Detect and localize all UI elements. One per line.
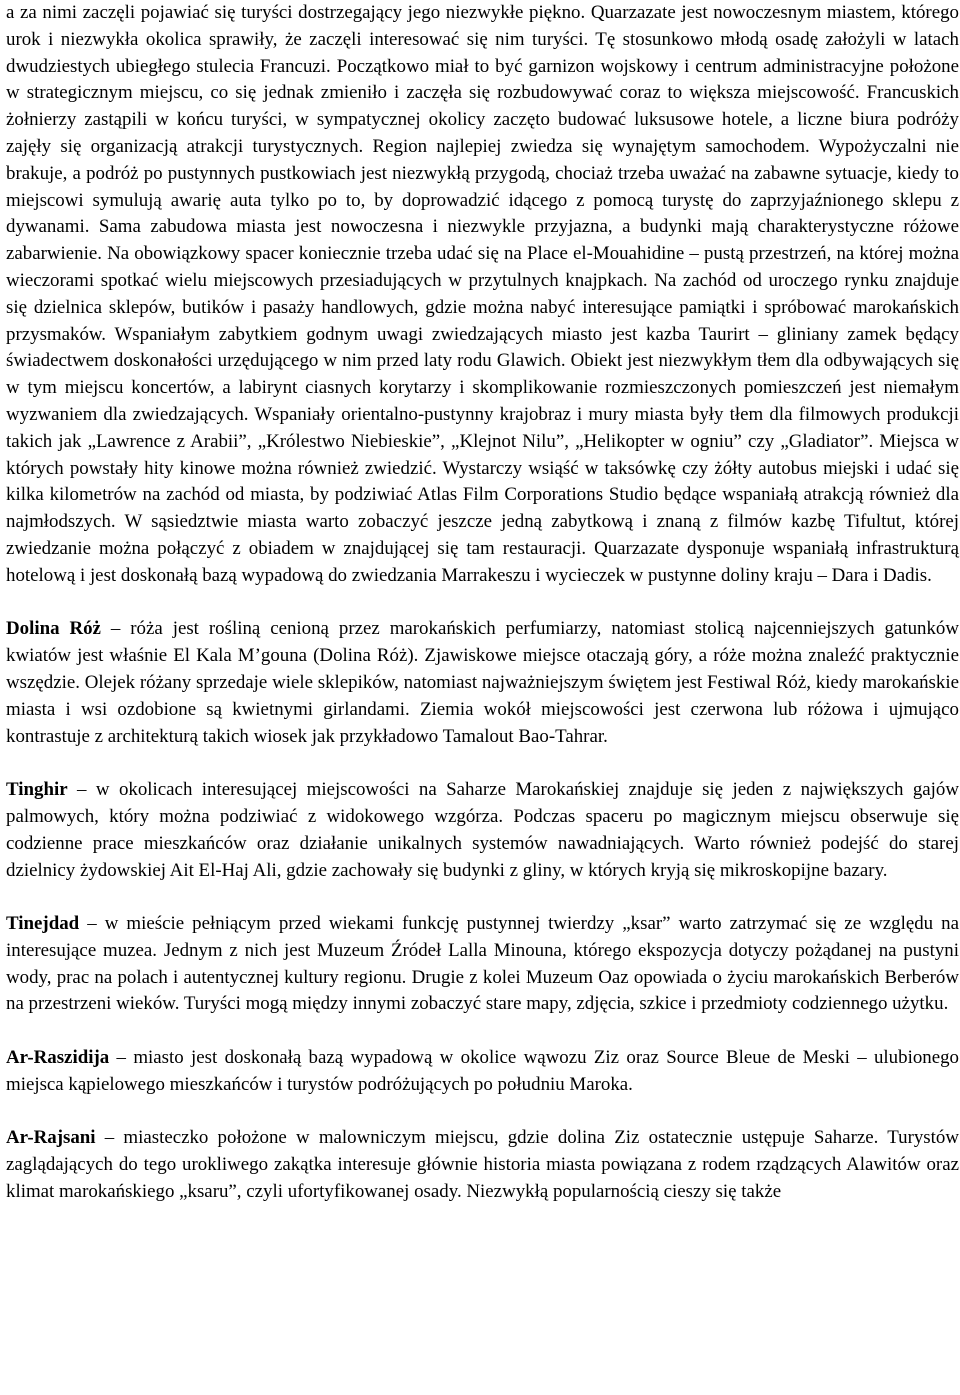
document-page (6, 0, 959, 1206)
paragraph-text: – miasto jest doskonałą bazą wypadową w okolice wąwozu Ziz oraz Source Bleue de Meski – ulubionego miejsca kąpielowego mieszkańców i turystów podróżujących po południu Maroka. (6, 1047, 959, 1095)
paragraph-term: Ar-Rajsani (6, 1127, 96, 1149)
paragraph-term: Dolina Róż (6, 618, 101, 640)
paragraph-tinghir (6, 777, 959, 884)
paragraph-text: – miasteczko położone w malowniczym miejscu, gdzie dolina Ziz ostatecznie ustępuje Saharze. Turystów zaglądających do tego urokliwego zakątka interesuje głównie historia miasta powiązana z rodem rządzących Alawitów oraz klimat marokańskiego „ksaru”, czyli ufortyfikowanej osady. Niezwykłą popularnością cieszy się także (6, 1127, 959, 1203)
paragraph-quarzazate (6, 0, 959, 590)
paragraph-dolina-roz (6, 616, 959, 750)
paragraph-term: Ar-Raszidija (6, 1047, 110, 1069)
paragraph-ar-raszidija (6, 1045, 959, 1099)
paragraph-term: Tinghir (6, 779, 68, 801)
paragraph-ar-rajsani (6, 1125, 959, 1205)
paragraph-text: a za nimi zaczęli pojawiać się turyści dostrzegający jego niezwykłe piękno. Quarzazate jest nowoczesnym miastem, którego urok i niezwykła okolica sprawiły, że zaczęli interesować się nim turyści. Tę stosunkowo młodą osadę założyli w latach dwudziestych ubiegłego stulecia Francuzi. Początkowo miał to być garnizon wojskowy i centrum administracyjne położone w strategicznym miejscu, co się jednak zmieniło i zaczęła się rozbudowywać coraz to większa miejscowość. Francuskich żołnierzy zastąpili w końcu turyści, w sympatycznej okolicy zaczęto budować luksusowe hotele, a liczne biura podróży zajęły się organizacją atrakcji turystycznych. Region najlepiej zwiedza się wynajętym samochodem. Wypożyczalni nie brakuje, a podróż po pustynnych pustkowiach jest niezwykłą przygodą, chociaż trzeba uważać na zabawne sytuacje, kiedy to miejscowi symulują awarię auta tylko po to, by doprowadzić idącego z pomocą turystę do zaprzyjaźnionego sklepu z dywanami. Sama zabudowa miasta jest nowoczesna i niezwykle przyjazna, a budynki mają charakterystyczne różowe zabarwienie. Na obowiązkowy spacer koniecznie trzeba udać się na Place el-Mouahidine – pustą przestrzeń, na której można wieczorami spotkać wielu miejscowych przesiadujących w przytulnych knajpkach. Na zachód od uroczego rynku znajduje się dzielnica sklepów, butików i pasaży handlowych, gdzie można nabyć interesujące pamiątki i spróbować marokańskich przysmaków. Wspaniałym zabytkiem godnym uwagi zwiedzających miasto jest kazba Taurirt – gliniany zamek będący świadectwem doskonałości urzędującego w nim przed laty rodu Glawich. Obiekt jest niezwykłym tłem dla odbywających się w tym miejscu koncertów, a labirynt ciasnych korytarzy i skomplikowanie rozmieszczonych pomieszczeń jest niemałym wyzwaniem dla zwiedzających. Wspaniały orientalno-pustynny krajobraz i mury miasta były tłem dla filmowych produkcji takich jak „Lawrence z Arabii”, „Królestwo Niebieskie”, „Klejnot Nilu”, „Helikopter w ogniu” czy „Gladiator”. Miejsca w których powstały hity kinowe można również zwiedzić. Wystarczy wsiąść w taksówkę czy żółty autobus miejski i udać się kilka kilometrów na zachód od miasta, by podziwiać Atlas Film Corporations Studio będące wspaniałą atrakcją również dla najmłodszych. W sąsiedztwie miasta warto zobaczyć jeszcze jedną zabytkową i znaną z filmów kazbę Tifultut, której zwiedzanie można połączyć z obiadem w znajdującej się tam restauracji. Quarzazate dysponuje wspaniałą infrastrukturą hotelową i jest doskonałą bazą wypadową do zwiedzania Marrakeszu i wycieczek w pustynne doliny kraju – Dara i Dadis. (6, 2, 959, 586)
paragraph-term: Tinejdad (6, 913, 80, 935)
paragraph-tinejdad (6, 911, 959, 1018)
paragraph-text: – w okolicach interesującej miejscowości na Saharze Marokańskiej znajduje się jeden z największych gajów palmowych, który można podziwiać z widokowego wzgórza. Podczas spaceru po magicznym miejscu obserwuje się codzienne prace mieszkańców oraz działanie unikalnych systemów nawadniających. Warto również podejść do starej dzielnicy żydowskiej Ait El-Haj Ali, gdzie zachowały się budynki z gliny, w których kryją się mikroskopijne bazary. (6, 779, 959, 881)
paragraph-text: – w mieście pełniącym przed wiekami funkcję pustynnej twierdzy „ksar” warto zatrzymać się ze względu na interesujące muzea. Jednym z nich jest Muzeum Źródeł Lalla Minouna, którego ekspozycja dotyczy pożądanej na pustyni wody, prac na polach i autentycznej kultury regionu. Drugie z kolei Muzeum Oaz opowiada o życiu marokańskich Berberów na przestrzeni wieków. Turyści mogą między innymi zobaczyć stare mapy, zdjęcia, szkice i przedmioty codziennego użytku. (6, 913, 959, 1015)
paragraph-text: – róża jest rośliną cenioną przez marokańskich perfumiarzy, natomiast stolicą najcenniejszych gatunków kwiatów jest właśnie El Kala M’gouna (Dolina Róż). Zjawiskowe miejsce otaczają góry, a róże można znaleźć praktycznie wszędzie. Olejek różany sprzedaje wiele sklepików, natomiast najważniejszym świętem jest Festiwal Róż, kiedy marokańskie miasta i wsi ozdobione są kwietnymi girlandami. Ziemia wokół miejscowości jest czerwona lub różowa i ujmująco kontrastuje z architekturą takich wiosek jak przykładowo Tamalout Bao-Tahrar. (6, 618, 960, 747)
